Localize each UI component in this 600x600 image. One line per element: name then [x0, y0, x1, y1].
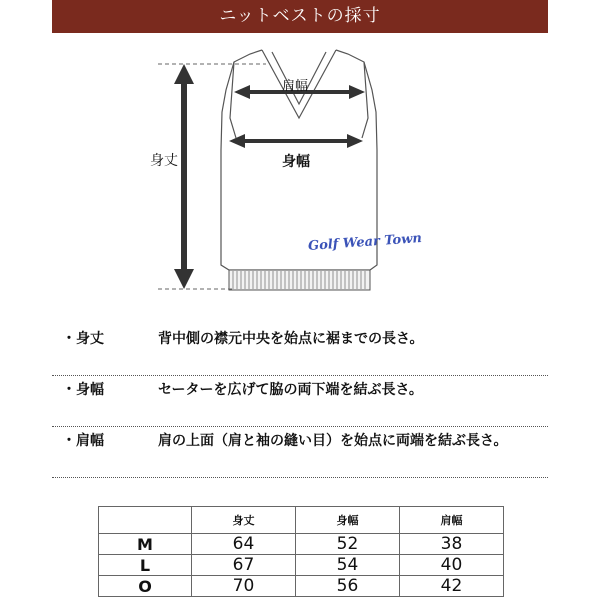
definition-term: ・身丈 — [62, 331, 104, 347]
size-table — [98, 506, 504, 597]
value-cell: 67 — [192, 555, 296, 576]
definition-term: ・肩幅 — [62, 433, 104, 449]
table-row — [99, 576, 504, 597]
value-cell: 54 — [296, 555, 400, 576]
definition-term: ・身幅 — [62, 382, 104, 398]
value-cell: 52 — [296, 534, 400, 555]
measurement-definitions — [52, 325, 548, 478]
header-cell — [99, 507, 192, 534]
length-arrow — [174, 64, 194, 289]
definition-item — [52, 427, 548, 478]
value-cell: 40 — [400, 555, 504, 576]
rib-hem — [229, 270, 370, 290]
body-width-arrow — [229, 134, 363, 148]
size-cell: M — [99, 534, 192, 555]
shoulder-width-label: 肩幅 — [282, 79, 309, 94]
value-cell: 42 — [400, 576, 504, 597]
definition-text: 肩の上面（肩と袖の縫い目）を始点に両端を結ぶ長さ。 — [158, 433, 508, 449]
page-title: ニットベストの採寸 — [52, 0, 548, 33]
header-cell: 身丈 — [192, 507, 296, 534]
value-cell: 64 — [192, 534, 296, 555]
definition-text: 背中側の襟元中央を始点に裾までの長さ。 — [158, 331, 424, 347]
table-row — [99, 555, 504, 576]
body-width-label: 身幅 — [282, 154, 310, 170]
header-cell: 肩幅 — [400, 507, 504, 534]
value-cell: 38 — [400, 534, 504, 555]
definition-text: セーターを広げて脇の両下端を結ぶ長さ。 — [158, 382, 423, 398]
table-row — [99, 534, 504, 555]
value-cell: 70 — [192, 576, 296, 597]
length-label: 身丈 — [150, 153, 178, 169]
definition-item — [52, 376, 548, 427]
size-cell: L — [99, 555, 192, 576]
size-table-header — [99, 507, 504, 534]
watermark: Golf Wear Town — [307, 231, 423, 254]
vest-diagram — [0, 33, 600, 303]
definition-item — [52, 325, 548, 376]
size-cell: O — [99, 576, 192, 597]
header-cell: 身幅 — [296, 507, 400, 534]
value-cell: 56 — [296, 576, 400, 597]
